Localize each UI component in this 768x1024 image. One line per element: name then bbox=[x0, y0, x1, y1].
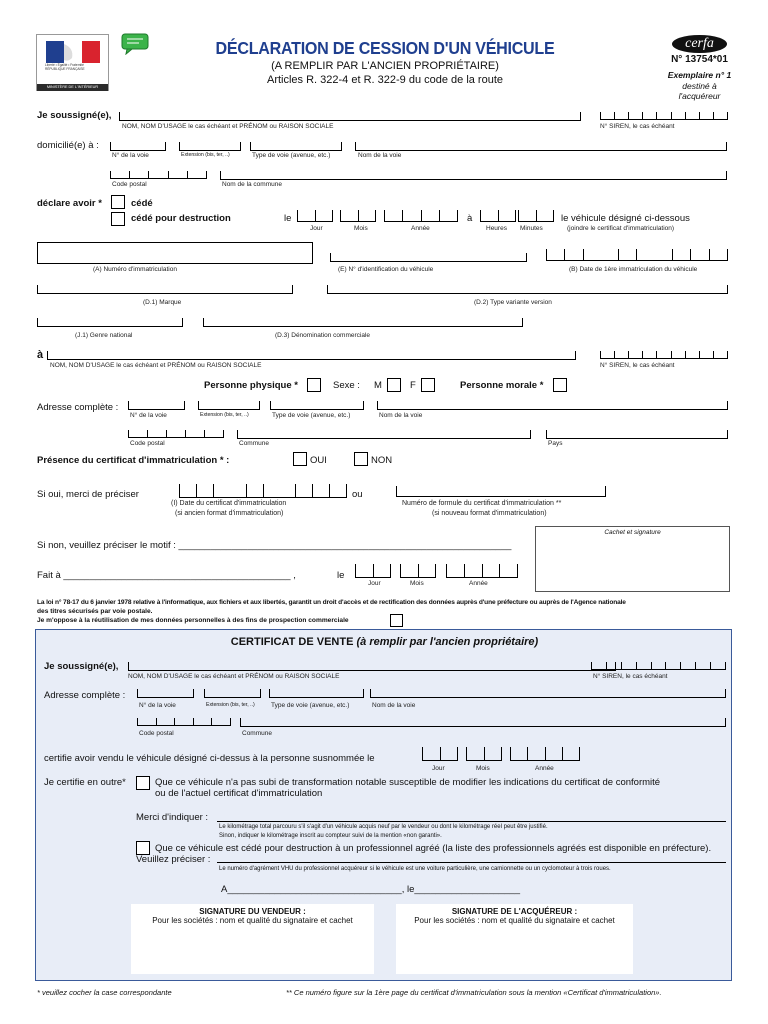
seller-code-postal-hint: Code postal bbox=[112, 181, 147, 188]
immat-field[interactable] bbox=[37, 242, 313, 264]
vente-code-postal-hint: Code postal bbox=[139, 730, 174, 737]
seller-name-field[interactable] bbox=[119, 112, 581, 121]
transformation-checkbox[interactable] bbox=[136, 776, 150, 790]
denomination-hint: (D.3) Dénomination commerciale bbox=[275, 332, 371, 339]
marque-field[interactable] bbox=[37, 285, 293, 294]
buyer-voie-field[interactable] bbox=[128, 401, 185, 410]
formule-hint-1: Numéro de formule du certificat d'immatriculation ** bbox=[402, 500, 562, 507]
vente-mois-hint: Mois bbox=[476, 765, 490, 772]
kilometrage-field[interactable] bbox=[217, 821, 726, 822]
date-cert-hint-1: (I) Date du certificat d'immatriculation bbox=[171, 500, 287, 507]
vente-nom-voie-hint: Nom de la voie bbox=[372, 702, 416, 709]
cerfa-number: N° 13754*01 bbox=[671, 54, 728, 65]
cerfa-logo: cerfa bbox=[672, 35, 727, 53]
vin-hint: (E) N° d'identification du véhicule bbox=[338, 266, 434, 273]
vin-field[interactable] bbox=[330, 253, 527, 262]
fait-annee-hint: Année bbox=[469, 580, 488, 587]
personne-physique-checkbox[interactable] bbox=[307, 378, 321, 392]
personne-morale-checkbox[interactable] bbox=[553, 378, 567, 392]
vente-title-italic: (à remplir par l'ancien propriétaire) bbox=[356, 636, 539, 648]
signature-vendeur-note: Pour les sociétés : nom et qualité du signataire et cachet bbox=[152, 916, 353, 925]
buyer-name-field[interactable] bbox=[47, 351, 576, 360]
oui-label: OUI bbox=[310, 455, 327, 466]
kilometrage-hint-2: Sinon, indiquer le kilométrage inscrit au compteur suivi de la mention «non garanti». bbox=[219, 833, 442, 839]
genre-hint: (J.1) Genre national bbox=[75, 332, 133, 339]
merci-indiquer-label: Merci d'indiquer : bbox=[136, 812, 209, 823]
declare-jour-hint: Jour bbox=[310, 225, 323, 232]
declare-minutes-field[interactable] bbox=[518, 210, 554, 222]
seller-voie-hint: N° de la voie bbox=[112, 152, 149, 159]
seller-siren-field[interactable] bbox=[600, 112, 728, 120]
note-icon bbox=[121, 33, 149, 55]
vente-adresse-label: Adresse complète : bbox=[44, 690, 126, 701]
cede-label: cédé bbox=[131, 198, 153, 209]
ou-label: ou bbox=[352, 489, 363, 500]
vente-commune-hint: Commune bbox=[242, 730, 272, 737]
date-immat-field[interactable] bbox=[546, 249, 728, 261]
cede-checkbox[interactable] bbox=[111, 195, 125, 209]
seller-nom-voie-hint: Nom de la voie bbox=[358, 152, 402, 159]
non-label: NON bbox=[371, 455, 393, 466]
vente-type-voie-hint: Type de voie (avenue, etc.) bbox=[271, 702, 350, 709]
vente-siren-field[interactable] bbox=[591, 662, 726, 670]
declare-jour-field[interactable] bbox=[297, 210, 333, 222]
fait-jour-hint: Jour bbox=[368, 580, 381, 587]
buyer-pays-hint: Pays bbox=[548, 440, 563, 447]
prospection-checkbox[interactable] bbox=[390, 614, 403, 627]
signature-vendeur-title: SIGNATURE DU VENDEUR : bbox=[199, 907, 306, 916]
personne-physique-label: Personne physique * bbox=[204, 380, 298, 391]
fait-annee-field[interactable] bbox=[446, 564, 518, 578]
buyer-commune-field[interactable] bbox=[237, 430, 531, 439]
seller-commune-field[interactable] bbox=[220, 171, 727, 180]
ministry-logo bbox=[36, 34, 109, 91]
vente-type-voie-field[interactable] bbox=[269, 689, 364, 698]
destine-line1: destiné à bbox=[682, 81, 717, 91]
seller-name-hint: NOM, NOM D'USAGE le cas échéant et PRÉNOM ou RAISON SOCIALE bbox=[122, 123, 334, 130]
vente-annee-hint: Année bbox=[535, 765, 554, 772]
vente-nom-voie-field[interactable] bbox=[370, 689, 726, 698]
declare-le: le bbox=[284, 213, 292, 224]
buyer-code-postal-field[interactable] bbox=[128, 430, 224, 438]
vente-siren-hint: N° SIREN, le cas échéant bbox=[593, 673, 668, 680]
buyer-type-voie-field[interactable] bbox=[270, 401, 364, 410]
seller-extension-field[interactable] bbox=[179, 142, 241, 151]
non-checkbox[interactable] bbox=[354, 452, 368, 466]
date-immat-hint: (B) Date de 1ère immatriculation du véhicule bbox=[569, 266, 698, 273]
buyer-extension-field[interactable] bbox=[198, 401, 260, 410]
ministry-caption: MINISTÈRE DE L'INTÉRIEUR bbox=[37, 84, 108, 91]
fait-a-line[interactable]: Fait à ___________________________________________ , bbox=[37, 570, 296, 581]
sexe-f-label: F bbox=[410, 380, 416, 391]
footnote-2: ** Ce numéro figure sur la 1ère page du certificat d'immatriculation sous la mention «Certificat d'immatriculation». bbox=[286, 988, 662, 997]
fait-jour-field[interactable] bbox=[355, 564, 391, 578]
date-cert-hint-2: (si ancien format d'immatriculation) bbox=[175, 510, 284, 517]
vente-title-main: CERTIFICAT DE VENTE bbox=[230, 636, 354, 648]
veuillez-preciser-label: Veuillez préciser : bbox=[136, 854, 211, 865]
vente-jour-field[interactable] bbox=[422, 747, 458, 761]
page-subtitle: (A REMPLIR PAR L'ANCIEN PROPRIÉTAIRE) bbox=[271, 60, 499, 72]
buyer-type-voie-hint: Type de voie (avenue, etc.) bbox=[272, 412, 351, 419]
vente-title bbox=[36, 636, 733, 648]
joindre-hint: (joindre le certificat d'immatriculation) bbox=[567, 225, 675, 232]
transformation-line2: ou de l'actuel certificat d'immatriculation bbox=[155, 788, 323, 799]
declare-mois-field[interactable] bbox=[340, 210, 376, 222]
seller-nom-voie-field[interactable] bbox=[355, 142, 727, 151]
oui-checkbox[interactable] bbox=[293, 452, 307, 466]
vehicule-designe: le véhicule désigné ci-dessous bbox=[561, 213, 690, 224]
denomination-field[interactable] bbox=[203, 318, 523, 327]
si-non-line[interactable]: Si non, veuillez préciser le motif : _______________________________________________________________ bbox=[37, 540, 512, 551]
articles-line: Articles R. 322-4 et R. 322-9 du code de la route bbox=[266, 74, 504, 86]
seller-voie-field[interactable] bbox=[110, 142, 166, 151]
seller-extension-hint: Extension (bis, ter, ..) bbox=[181, 152, 230, 158]
domicilie-label: domicilié(e) à : bbox=[37, 140, 99, 151]
signature-acquereur-title: SIGNATURE DE L'ACQUÉREUR : bbox=[451, 907, 578, 916]
seller-siren-hint: N° SIREN, le cas échéant bbox=[600, 123, 675, 130]
vente-extension-hint: Extension (bis, ter, ..) bbox=[206, 702, 255, 708]
buyer-commune-hint: Commune bbox=[239, 440, 269, 447]
vente-voie-hint: N° de la voie bbox=[139, 702, 176, 709]
kilometrage-hint-1: Le kilométrage total parcouru s'il s'agit d'un véhicule acquis neuf par le vendeur ou dont le kilométrage réel peut être justifié. bbox=[219, 824, 548, 830]
exemplaire: Exemplaire n° 1 bbox=[667, 70, 732, 80]
legal-line1: La loi n° 78-17 du 6 janvier 1978 relative à l'informatique, aux fichiers et aux libertés, garantit un droit d'accès et de rectification des données auprès d'une préfecture ou auprès de l'Agence nationale bbox=[37, 599, 626, 606]
buyer-extension-hint: Extension (bis, ter, ..) bbox=[200, 412, 249, 418]
declare-mois-hint: Mois bbox=[354, 225, 368, 232]
buyer-adresse-label: Adresse complète : bbox=[37, 402, 119, 413]
seller-type-voie-hint: Type de voie (avenue, etc.) bbox=[252, 152, 331, 159]
cede-destruction-label: cédé pour destruction bbox=[131, 213, 231, 224]
cede-destruction-checkbox[interactable] bbox=[111, 212, 125, 226]
buyer-nom-voie-field[interactable] bbox=[377, 401, 728, 410]
vente-voie-field[interactable] bbox=[137, 689, 194, 698]
personne-morale-label: Personne morale * bbox=[460, 380, 544, 391]
buyer-siren-hint: N° SIREN, le cas échéant bbox=[600, 362, 675, 369]
vente-extension-field[interactable] bbox=[204, 689, 261, 698]
buyer-pays-field[interactable] bbox=[546, 430, 728, 439]
vente-jour-hint: Jour bbox=[432, 765, 445, 772]
certificat-vente-panel bbox=[35, 629, 732, 981]
marianne-text: Liberté • Égalité • Fraternité RÉPUBLIQUE FRANÇAISE bbox=[45, 63, 85, 71]
vente-mois-field[interactable] bbox=[466, 747, 502, 761]
destruction-checkbox[interactable] bbox=[136, 841, 150, 855]
page-title: DÉCLARATION DE CESSION D'UN VÉHICULE bbox=[215, 38, 555, 58]
presence-certificat-label: Présence du certificat d'immatriculation * : bbox=[37, 455, 230, 466]
marianne-flag-icon bbox=[38, 36, 109, 80]
buyer-nom-voie-hint: Nom de la voie bbox=[379, 412, 423, 419]
legal-line3: Je m'oppose à la réutilisation de mes données personnelles à des fins de prospection commerciale bbox=[37, 617, 349, 624]
declare-heures-hint: Heures bbox=[486, 225, 507, 232]
buyer-a-label: à bbox=[37, 349, 44, 361]
declare-heures-field[interactable] bbox=[480, 210, 516, 222]
marque-hint: (D.1) Marque bbox=[143, 299, 182, 306]
footnote-1: * veuillez cocher la case correspondante bbox=[37, 988, 172, 997]
fait-mois-field[interactable] bbox=[400, 564, 436, 578]
signature-acquereur-note: Pour les sociétés : nom et qualité du signataire et cachet bbox=[414, 916, 615, 925]
buyer-name-hint: NOM, NOM D'USAGE le cas échéant et PRÉNOM ou RAISON SOCIALE bbox=[50, 362, 262, 369]
buyer-voie-hint: N° de la voie bbox=[130, 412, 167, 419]
immat-hint: (A) Numéro d'immatriculation bbox=[93, 266, 177, 273]
date-certificat-field[interactable] bbox=[179, 484, 347, 498]
agrement-vhu-field[interactable] bbox=[217, 862, 726, 863]
declare-avoir-label: déclare avoir * bbox=[37, 198, 102, 209]
certifie-vendu-line: certifie avoir vendu le véhicule désigné ci-dessus à la personne susnommée le bbox=[44, 753, 375, 764]
vente-a-le-line[interactable]: A_________________________________, le____________________ bbox=[221, 884, 521, 895]
seller-commune-hint: Nom de la commune bbox=[222, 181, 282, 188]
je-soussigne-label: Je soussigné(e), bbox=[37, 110, 112, 121]
sexe-m-label: M bbox=[374, 380, 382, 391]
vente-commune-field[interactable] bbox=[240, 718, 726, 727]
formule-field[interactable] bbox=[396, 486, 606, 497]
declare-annee-field[interactable] bbox=[384, 210, 458, 222]
buyer-code-postal-hint: Code postal bbox=[130, 440, 165, 447]
seller-type-voie-field[interactable] bbox=[250, 142, 342, 151]
sexe-label: Sexe : bbox=[333, 380, 360, 391]
fait-le-label: le bbox=[337, 570, 345, 581]
vente-name-hint: NOM, NOM D'USAGE le cas échéant et PRÉNOM ou RAISON SOCIALE bbox=[128, 673, 340, 680]
transformation-line1: Que ce véhicule n'a pas subi de transformation notable susceptible de modifier les indications du certificat de conformité bbox=[155, 777, 661, 788]
type-variante-field[interactable] bbox=[327, 285, 728, 294]
type-variante-hint: (D.2) Type variante version bbox=[474, 299, 552, 306]
si-oui-label: Si oui, merci de préciser bbox=[37, 489, 139, 500]
vente-je-soussigne: Je soussigné(e), bbox=[44, 661, 119, 672]
certifie-outre-label: Je certifie en outre* bbox=[44, 777, 126, 788]
fait-mois-hint: Mois bbox=[410, 580, 424, 587]
legal-line2: des titres sécurisés par voie postale. bbox=[37, 608, 153, 615]
declare-a: à bbox=[467, 213, 473, 224]
vente-name-field[interactable] bbox=[128, 662, 616, 671]
buyer-siren-field[interactable] bbox=[600, 351, 728, 359]
cachet-label: Cachet et signature bbox=[604, 529, 661, 536]
seller-code-postal-field[interactable] bbox=[110, 171, 207, 179]
sexe-f-checkbox[interactable] bbox=[421, 378, 435, 392]
vhu-hint: Le numéro d'agrément VHU du professionnel acquéreur si le véhicule est une voiture particulière, une camionnette ou un cyclomoteur à trois roues. bbox=[219, 866, 611, 872]
genre-field[interactable] bbox=[37, 318, 183, 327]
destruction-line: Que ce véhicule est cédé pour destruction à un professionnel agréé (la liste des professionnels agréés est disponible en préfecture). bbox=[155, 843, 712, 854]
destine-line2: l'acquéreur bbox=[678, 91, 721, 101]
declare-minutes-hint: Minutes bbox=[520, 225, 543, 232]
declare-annee-hint: Année bbox=[411, 225, 430, 232]
sexe-m-checkbox[interactable] bbox=[387, 378, 401, 392]
vente-annee-field[interactable] bbox=[510, 747, 580, 761]
formule-hint-2: (si nouveau format d'immatriculation) bbox=[432, 510, 547, 517]
vente-code-postal-field[interactable] bbox=[137, 718, 231, 726]
